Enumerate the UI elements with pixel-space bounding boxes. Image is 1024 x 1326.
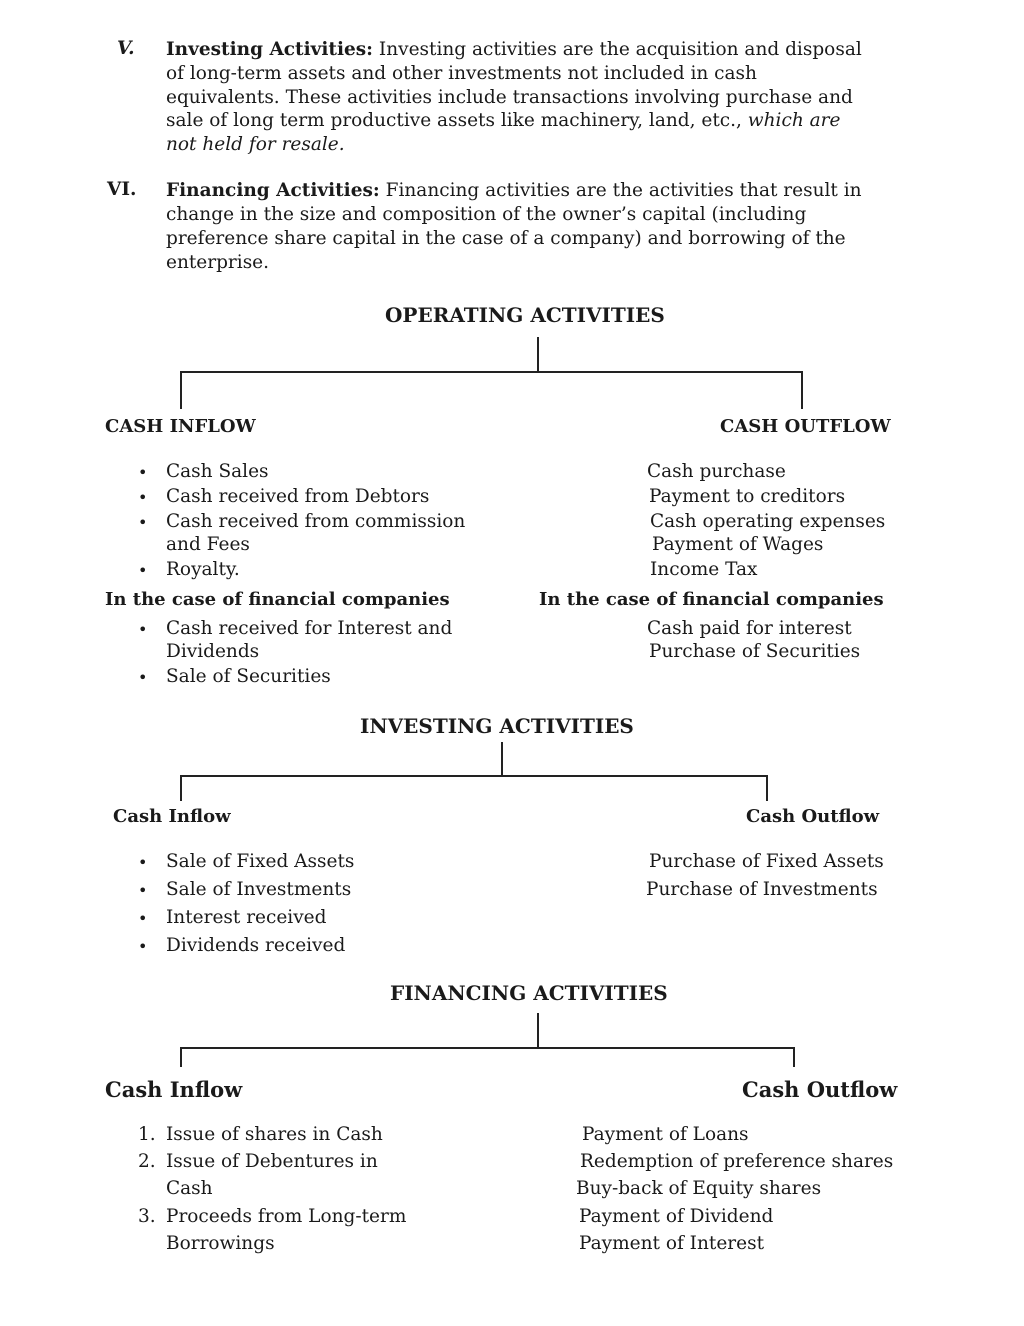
financing-definition-line-3: preference share capital in the case of a company) and borrowing of the [166, 228, 846, 249]
operating-financial-outflow-item: Cash paid for interest [647, 618, 852, 639]
financing-outflow-label: Cash Outflow [742, 1077, 898, 1102]
financing-tree-stem [537, 1013, 539, 1048]
operating-outflow-label: CASH OUTFLOW [720, 416, 891, 437]
operating-tree-left-drop [180, 371, 182, 409]
financing-outflow-item: Payment of Interest [579, 1233, 765, 1254]
investing-tree-right-drop [766, 775, 768, 801]
bullet-icon: • [138, 881, 148, 900]
investing-definition-line-4 [166, 109, 840, 133]
bullet-icon: • [138, 513, 148, 532]
investing-tree-stem [501, 742, 503, 776]
operating-outflow-item: Payment of Wages [652, 534, 824, 555]
financing-inflow-item-continued: Cash [166, 1178, 213, 1199]
investing-definition-line-2: of long-term assets and other investments not included in cash [166, 63, 757, 84]
investing-outflow-label: Cash Outflow [746, 806, 880, 827]
financing-inflow-item: Proceeds from Long-term [166, 1206, 407, 1227]
investing-outflow-item: Purchase of Fixed Assets [649, 851, 884, 872]
investing-tree-left-drop [180, 775, 182, 801]
investing-tree-bar [180, 775, 768, 777]
bullet-icon: • [138, 561, 148, 580]
operating-financial-label-right: In the case of financial companies [539, 589, 884, 610]
section-numeral-vi: VI. [107, 179, 137, 200]
operating-outflow-item: Income Tax [650, 559, 758, 580]
investing-inflow-item: Interest received [166, 907, 327, 928]
bullet-icon: • [138, 909, 148, 928]
financing-tree-bar [180, 1047, 795, 1049]
investing-definition-text-4: sale of long term productive assets like machinery, land, etc., [166, 110, 742, 131]
operating-inflow-item: Royalty. [166, 559, 240, 580]
investing-definition-title: Investing Activities: [166, 39, 373, 60]
financing-tree-left-drop [180, 1047, 182, 1067]
investing-inflow-item: Sale of Investments [166, 879, 352, 900]
operating-inflow-item-continued: and Fees [166, 534, 250, 555]
operating-inflow-label: CASH INFLOW [105, 416, 256, 437]
financing-inflow-number: 3. [138, 1206, 156, 1227]
operating-inflow-item: Cash Sales [166, 461, 269, 482]
financing-inflow-item: Issue of Debentures in [166, 1151, 378, 1172]
financing-inflow-item: Issue of shares in Cash [166, 1124, 383, 1145]
operating-financial-inflow-item: Sale of Securities [166, 666, 331, 687]
bullet-icon: • [138, 853, 148, 872]
operating-financial-inflow-item: Cash received for Interest and [166, 618, 453, 639]
financing-outflow-item: Payment of Dividend [579, 1206, 774, 1227]
operating-financial-inflow-item-continued: Dividends [166, 641, 260, 662]
financing-definition-title: Financing Activities: [166, 180, 380, 201]
bullet-icon: • [138, 488, 148, 507]
financing-definition-line-1 [166, 179, 862, 203]
operating-financial-label-left: In the case of financial companies [105, 589, 450, 610]
bullet-icon: • [138, 937, 148, 956]
investing-definition-line-1 [166, 38, 862, 62]
operating-outflow-item: Cash operating expenses [650, 511, 886, 532]
investing-inflow-item: Dividends received [166, 935, 346, 956]
section-numeral-v: V. [117, 38, 135, 59]
financing-definition-text-1: Financing activities are the activities that result in [385, 180, 862, 201]
financing-outflow-item: Redemption of preference shares [580, 1151, 894, 1172]
financing-definition-line-2: change in the size and composition of the owner’s capital (including [166, 204, 807, 225]
investing-definition-line-5: not held for resale. [166, 134, 345, 155]
operating-tree-stem [537, 337, 539, 372]
investing-definition-text-1: Investing activities are the acquisition and disposal [378, 39, 862, 60]
bullet-icon: • [138, 463, 148, 482]
bullet-icon: • [138, 620, 148, 639]
operating-inflow-item: Cash received from Debtors [166, 486, 430, 507]
financing-tree-right-drop [793, 1047, 795, 1067]
bullet-icon: • [138, 668, 148, 687]
investing-definition-line-3: equivalents. These activities include transactions involving purchase and [166, 87, 853, 108]
financing-inflow-number: 1. [138, 1124, 156, 1145]
operating-outflow-item: Payment to creditors [649, 486, 846, 507]
financing-inflow-label: Cash Inflow [105, 1077, 243, 1102]
financing-inflow-item-continued: Borrowings [166, 1233, 275, 1254]
investing-inflow-item: Sale of Fixed Assets [166, 851, 355, 872]
operating-tree-right-drop [801, 371, 803, 409]
financing-outflow-item: Payment of Loans [582, 1124, 749, 1145]
financing-heading: FINANCING ACTIVITIES [390, 981, 668, 1005]
investing-inflow-label: Cash Inflow [113, 806, 231, 827]
investing-definition-italic: which are [747, 110, 841, 131]
operating-tree-bar [180, 371, 803, 373]
financing-inflow-number: 2. [138, 1151, 156, 1172]
operating-heading: OPERATING ACTIVITIES [385, 303, 665, 327]
financing-outflow-item: Buy-back of Equity shares [576, 1178, 822, 1199]
investing-outflow-item: Purchase of Investments [646, 879, 878, 900]
operating-financial-outflow-item: Purchase of Securities [649, 641, 861, 662]
investing-heading: INVESTING ACTIVITIES [360, 714, 634, 738]
financing-definition-line-4: enterprise. [166, 252, 270, 273]
operating-inflow-item: Cash received from commission [166, 511, 466, 532]
operating-outflow-item: Cash purchase [647, 461, 786, 482]
